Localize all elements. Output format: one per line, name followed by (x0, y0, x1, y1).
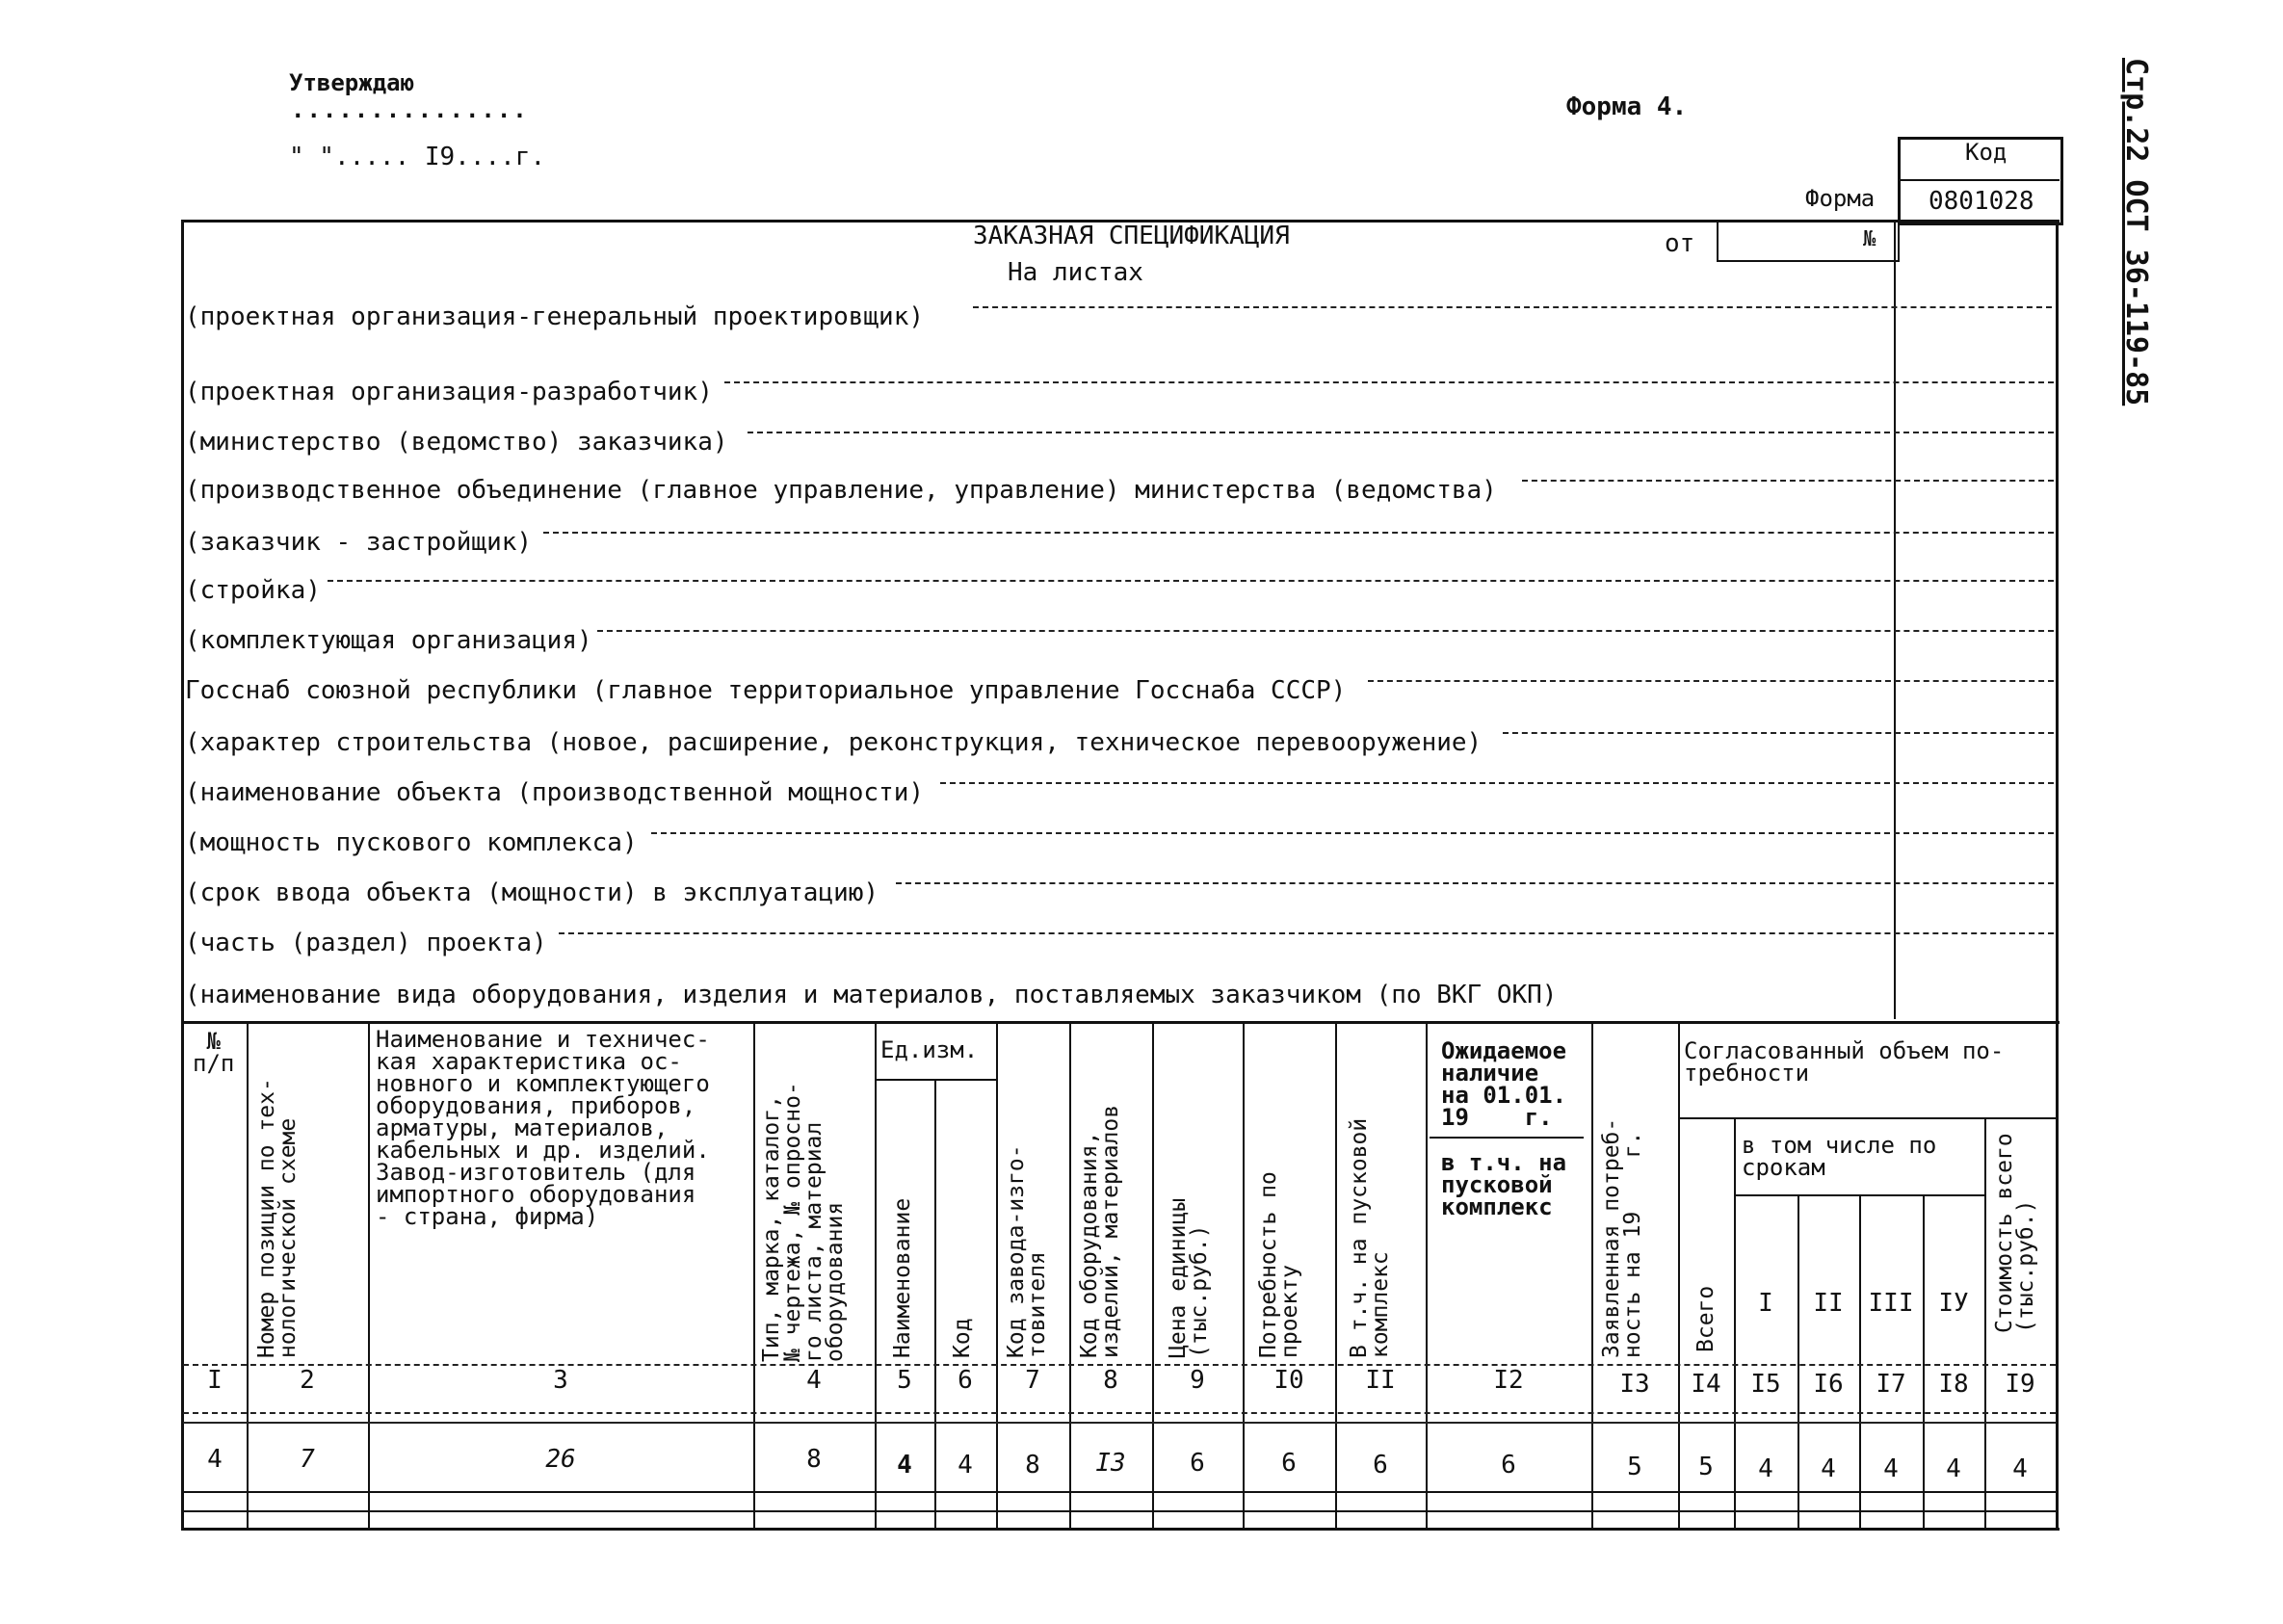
field-line (748, 432, 2054, 433)
field-line (1368, 680, 2054, 682)
col-header-3: Наименование и техничес- кая характеристика ос- новного и комплектующего оборудования, приборов, арматуры, материалов, кабельных и др. изделий. Завод-изготовитель (для импортного оборудования - страна, фирма) (376, 1026, 710, 1230)
forma-label: Форма (1805, 185, 1876, 212)
field-line (559, 932, 2054, 934)
col-width: 4 (1883, 1454, 1899, 1483)
col-width: 6 (1373, 1451, 1388, 1480)
col-header-16: II (1813, 1289, 1844, 1318)
term-group-line (1734, 1194, 1984, 1196)
unit-group-line (875, 1079, 996, 1081)
col-width: I3 (1095, 1449, 1126, 1478)
number-row-bottom (183, 1412, 2056, 1414)
col-width: 4 (1946, 1454, 1961, 1483)
col-header-14: Всего (1693, 1285, 1719, 1352)
number-sign: № (1863, 227, 1876, 251)
col-number: I7 (1876, 1370, 1906, 1399)
col-header-15: I (1758, 1289, 1773, 1318)
col-header-9: Цена единицы (тыс.руб.) (1166, 1197, 1212, 1358)
col-header-12-launch: в т.ч. на пусковой комплекс (1441, 1149, 1567, 1220)
frame-right (2056, 220, 2059, 1530)
col-header-11: В т.ч. на пусковой комплекс (1347, 1117, 1393, 1358)
col-header-1: № п/п (193, 1028, 235, 1077)
field-line (651, 832, 2054, 834)
forma-code: 0801028 (1929, 187, 2034, 216)
field-gossnab: Госснаб союзной республики (главное территориальное управление Госснаба СССР) (185, 676, 1347, 705)
field-association: (производственное объединение (главное управление, управление) министерства (ведомства) (185, 476, 1497, 505)
col-number: 4 (806, 1366, 822, 1395)
field-line (328, 580, 2054, 582)
col-width: 6 (1501, 1451, 1516, 1480)
col-header-17: III (1868, 1289, 1914, 1318)
col-width: 8 (806, 1445, 822, 1474)
col-header-2: Номер позиции по тех- нологической схеме (254, 1078, 301, 1358)
col-header-unit-group: Ед.изм. (880, 1036, 979, 1063)
col-width: 6 (1281, 1449, 1297, 1478)
field-object-name: (наименование объекта (производственной мощности) (185, 778, 925, 807)
col-header-7: Код завода-изго- товителя (1004, 1144, 1050, 1358)
col-number: 6 (958, 1366, 973, 1395)
field-commission-date: (срок ввода объекта (мощности) в эксплуатацию) (185, 878, 879, 907)
table-row-line (181, 1491, 2058, 1493)
field-line (597, 630, 2054, 632)
col-header-term-group: в том числе по срокам (1742, 1132, 1937, 1181)
col-width: 5 (1627, 1453, 1642, 1481)
field-line (1522, 480, 2054, 482)
expected-underline (1430, 1137, 1584, 1139)
col-number: 3 (553, 1366, 568, 1395)
field-line (724, 381, 2054, 383)
col-number: I5 (1750, 1370, 1781, 1399)
col-width: 4 (958, 1451, 973, 1480)
col-header-13: Заявленная потреб- ность на 19 г. (1599, 1117, 1645, 1358)
sheets-label: На листах (1008, 258, 1143, 287)
field-line (543, 532, 2054, 534)
col-number: II (1365, 1366, 1396, 1395)
col-width: 4 (1821, 1454, 1836, 1483)
width-row-top (183, 1422, 2056, 1424)
col-width: 7 (300, 1445, 315, 1474)
col-number: 8 (1103, 1366, 1118, 1395)
field-capacity: (мощность пускового комплекса) (185, 828, 638, 857)
field-construction-type: (характер строительства (новое, расширение, реконструкция, техническое перевооружение) (185, 728, 1483, 757)
col-width: 5 (1698, 1453, 1714, 1481)
ot-label: от (1665, 229, 1695, 258)
col-width: 4 (2012, 1454, 2028, 1483)
frame-left (181, 220, 184, 1530)
field-line (1503, 732, 2054, 734)
field-developer: (проектная организация-разработчик) (185, 378, 713, 406)
field-line (940, 782, 2054, 784)
field-general-designer: (проектная организация-генеральный проектировщик) (185, 302, 925, 331)
col-width: 8 (1025, 1451, 1040, 1480)
kod-box-divider (1898, 179, 2060, 181)
col-header-19: Стоимость всего (тыс.руб.) (1992, 1133, 2038, 1333)
col-header-12-expected: Ожидаемое наличие на 01.01. 19 г. (1441, 1037, 1567, 1131)
col-number: 7 (1025, 1366, 1040, 1395)
col-number: I6 (1813, 1370, 1844, 1399)
col-width: 6 (1190, 1449, 1205, 1478)
col-width: 4 (897, 1451, 912, 1480)
approval-signature-line: ............... (291, 96, 529, 123)
agreed-group-line (1678, 1117, 2056, 1119)
kod-label: Код (1965, 139, 2007, 166)
field-customer: (заказчик - застройщик) (185, 528, 533, 557)
approval-label: Утверждаю (289, 69, 415, 96)
col-number: I4 (1691, 1370, 1721, 1399)
field-line (896, 882, 2054, 884)
table-row-line (181, 1510, 2058, 1512)
field-equipment-type: (наименование вида оборудования, изделия и материалов, поставляемых заказчиком (по ВКГ ОКП) (185, 981, 1558, 1009)
col-header-4: Тип, марка, каталог, № чертежа, № опросно- го листа, материал оборудования (759, 1082, 848, 1362)
col-number: I3 (1619, 1370, 1650, 1399)
col-number: 2 (300, 1366, 315, 1395)
field-project-part: (часть (раздел) проекта) (185, 929, 547, 957)
field-ministry: (министерство (ведомство) заказчика) (185, 428, 728, 457)
col-width: 4 (207, 1445, 223, 1474)
form-number-label: Форма 4. (1566, 92, 1688, 121)
field-construction: (стройка) (185, 576, 321, 605)
col-header-agreed-group: Согласованный объем по- требности (1684, 1037, 2005, 1087)
col-header-10: Потребность по проекту (1256, 1171, 1302, 1358)
col-number: 5 (897, 1366, 912, 1395)
page-side-code: Стр.22 ОСТ 36-119-85 (2119, 58, 2153, 406)
col-width: 26 (545, 1445, 576, 1474)
code-column-separator (1894, 220, 1896, 1019)
table-bottom (181, 1528, 2060, 1531)
col-number: I9 (2005, 1370, 2035, 1399)
col-header-6: Код (950, 1318, 975, 1358)
approval-date-line: " "..... I9....г. (289, 143, 546, 171)
col-header-18: IУ (1938, 1289, 1969, 1318)
spec-title: ЗАКАЗНАЯ СПЕЦИФИКАЦИЯ (973, 222, 1290, 250)
table-top (181, 1021, 2060, 1024)
field-line (973, 306, 2052, 308)
col-header-5: Наименование (890, 1197, 915, 1358)
col-number: I8 (1938, 1370, 1969, 1399)
field-supplier-org: (комплектующая организация) (185, 626, 592, 655)
col-number: I0 (1273, 1366, 1304, 1395)
col-number: I (207, 1366, 223, 1395)
col-number: I2 (1493, 1366, 1524, 1395)
col-width: 4 (1758, 1454, 1773, 1483)
col-number: 9 (1190, 1366, 1205, 1395)
col-header-8: Код оборудования, изделий, материалов (1077, 1104, 1123, 1358)
